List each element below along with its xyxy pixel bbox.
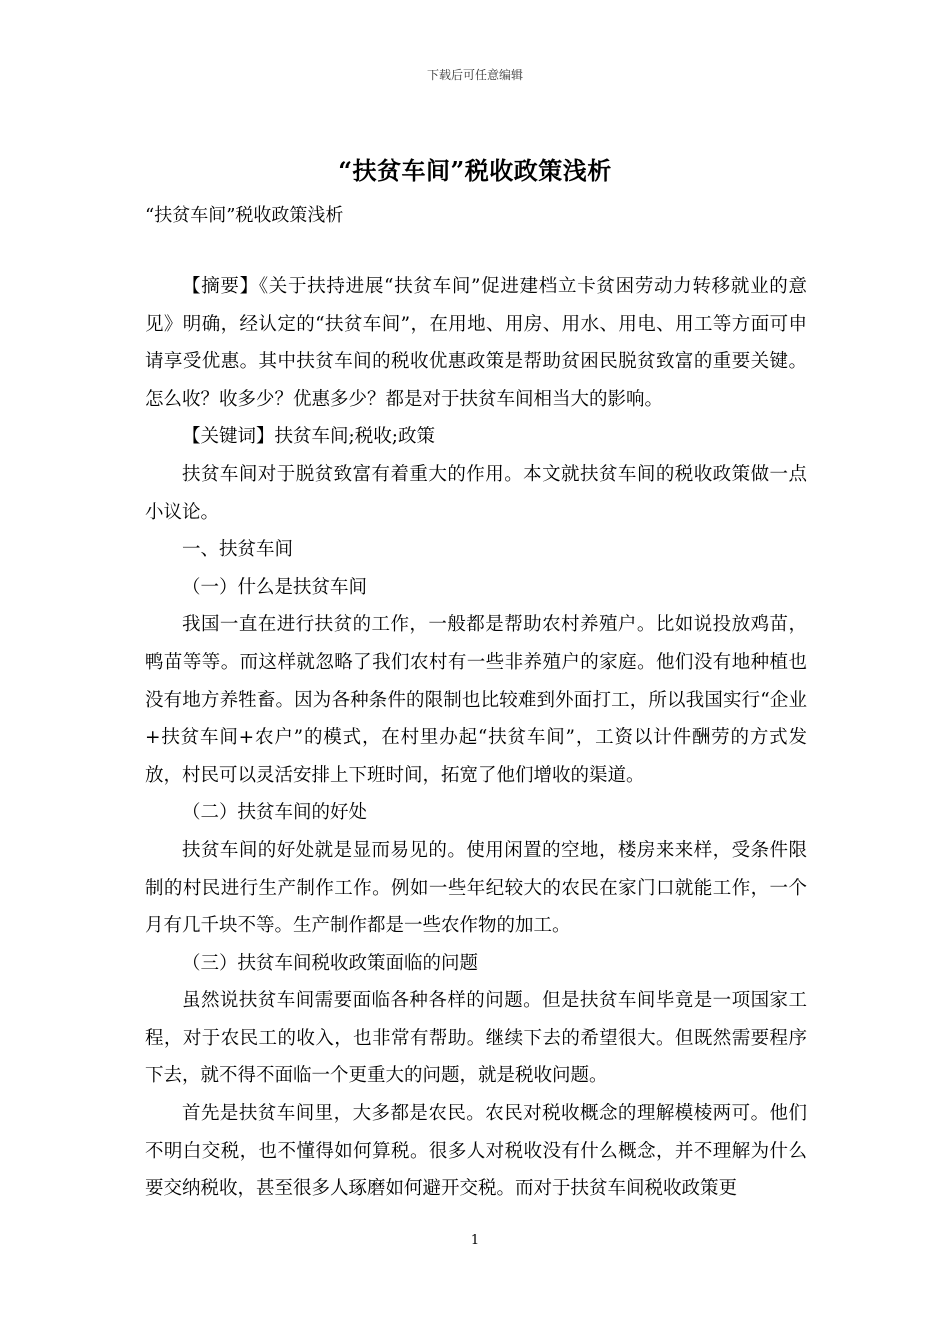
header-note: 下载后可任意编辑 [426,68,523,82]
page-number: 1 [470,1233,480,1248]
subsection-heading-3: （三）扶贫车间税收政策面临的问题 [182,952,479,974]
body-paragraph: 我国一直在进行扶贫的工作，一般都是帮助农村养殖户。比如说投放鸡苗，鸭苗等等。而这样就忽略了我们农村有一些非养殖户的家庭。他们没有地种植也没有地方养牲畜。因为各种条件的限制也比较难到外面打工，所以我国实行“企业+扶贫车间+农户”的模式，在村里办起“扶贫车间”，工资以计件酬劳的方式发放，村民可以灵活安排上下班时间，拓宽了他们增收的渠道。 [145,614,807,786]
body-paragraph: 扶贫车间的好处就是显而易见的。使用闲置的空地，楼房来来样，受条件限制的村民进行生产制作工作。例如一些年纪较大的农民在家门口就能工作，一个月有几千块不等。生产制作都是一些农作物的加工。 [145,839,807,937]
document-subtitle: “扶贫车间”税收政策浅析 [145,205,344,226]
abstract-paragraph: 【摘要】《关于扶持进展“扶贫车间”促进建档立卡贫困劳动力转移就业的意见》明确，经认定的“扶贫车间”，在用地、用房、用水、用电、用工等方面可申请享受优惠。其中扶贫车间的税收优惠政策是帮助贫困民脱贫致富的重要关键。怎么收？收多少？优惠多少？都是对于扶贫车间相当大的影响。 [145,276,807,410]
body-paragraph: 虽然说扶贫车间需要面临各种各样的问题。但是扶贫车间毕竟是一项国家工程，对于农民工的收入，也非常有帮助。继续下去的希望很大。但既然需要程序下去，就不得不面临一个更重大的问题，就是税收问题。 [145,990,807,1087]
document-title: “扶贫车间”税收政策浅析 [338,156,612,185]
subsection-heading-2: （二）扶贫车间的好处 [182,802,368,824]
keywords-paragraph: 【关键词】扶贫车间;税收;政策 [182,426,435,448]
section-heading-1: 一、扶贫车间 [182,539,294,561]
document-body [145,268,807,1208]
intro-paragraph: 扶贫车间对于脱贫致富有着重大的作用。本文就扶贫车间的税收政策做一点小议论。 [145,463,807,523]
subsection-heading-1: （一）什么是扶贫车间 [182,576,368,598]
body-paragraph: 首先是扶贫车间里，大多都是农民。农民对税收概念的理解模棱两可。他们不明白交税，也不懂得如何算税。很多人对税收没有什么概念，并不理解为什么要交纳税收，甚至很多人琢磨如何避开交税。而对于扶贫车间税收政策更 [145,1103,807,1200]
